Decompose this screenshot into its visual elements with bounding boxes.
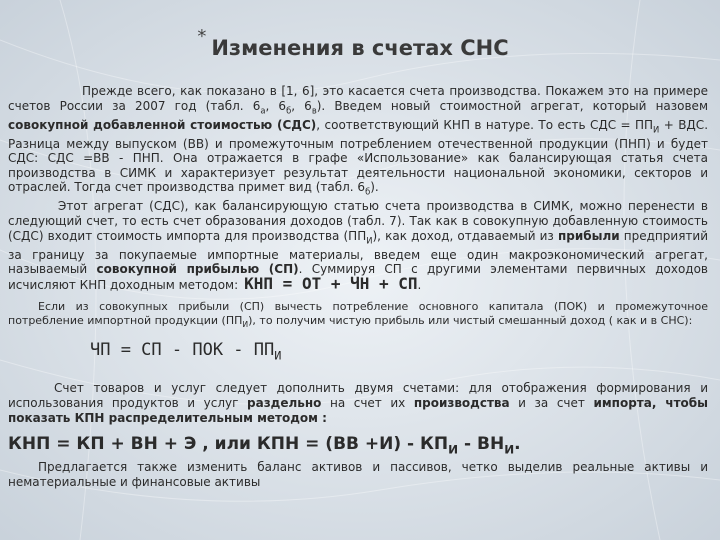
slide-content [8,84,708,490]
paragraph-2: Этот агрегат (СДС), как балансирующую статью счета производства в СИМК, можно перенести в следующий счет, то есть счет образования доходов (табл. 7). Так как в совокупную добавленную стоимость (СДС) входит стоимость импорта для производства $(ПП_И)$, как доход, отдаваемый из прибыли предприятий за границу за покупаемые импортные материалы, введем еще один макроэкономический агрегат, называемый совокупной прибылью (СП). Суммируя СП с другими элементами первичных доходов исчисляют КНП доходным методом: КНП = ОТ + ЧН + СП. [8,199,709,293]
paragraph-1: Прежде всего, как показано в [1, 6], это касается счета производства. Покажем это на примере счетов России за 2007 год (табл. $6_а$, $6_б$, $6_в$). Введем новый стоимостной агрегат, который назовем совокупной добавленной стоимостью (СДС), соответствующий КНП в натуре. То есть СДС = $ПП_И$ + ВДС. Разница между выпуском (ВВ) и промежуточным потреблением отечественной продукции (ПНП) и будет СДС: СДС =ВВ - ПНП. Она отражается в графе «Использование» как балансирующая статья счета производства в СИМК и характеризует результат деятельности национальной экономики, секторов и отраслей. Тогда счет производства примет вид (табл. $6_б$). [8,84,709,197]
paragraph-5: Предлагается также изменить баланс активов и пассивов, четко выделив реальные активы и нематериальные и финансовые активы [8,460,708,490]
formula-knp-income: КНП = ОТ + ЧН + СП [244,273,418,293]
formula-net-profit: ЧП = СП - ПОК - $ПП_И$ [90,340,282,363]
paragraph-3: Если из совокупных прибыли (СП) вычесть потребление основного капитала (ПОК) и промежуточное потребление импортной продукции $(ПП_И)$, то получим чистую прибыль или чистый смешанный доход ( как и в СНС): [8,300,708,330]
slide-title-text: Изменения в счетах СНС [211,36,509,60]
asterisk-icon: * [197,26,207,47]
formula-knp-distribution: КНП = КП + ВН + Э , или КПН = $(ВВ +И) - КП_И - ВН_И$. [8,433,521,457]
slide-title [0,26,720,60]
paragraph-4: Счет товаров и услуг следует дополнить двумя счетами: для отображения формирования и использования продуктов и услуг раздельно на счет их производства и за счет импорта, чтобы показать КПН распределительным методом : [8,380,708,425]
